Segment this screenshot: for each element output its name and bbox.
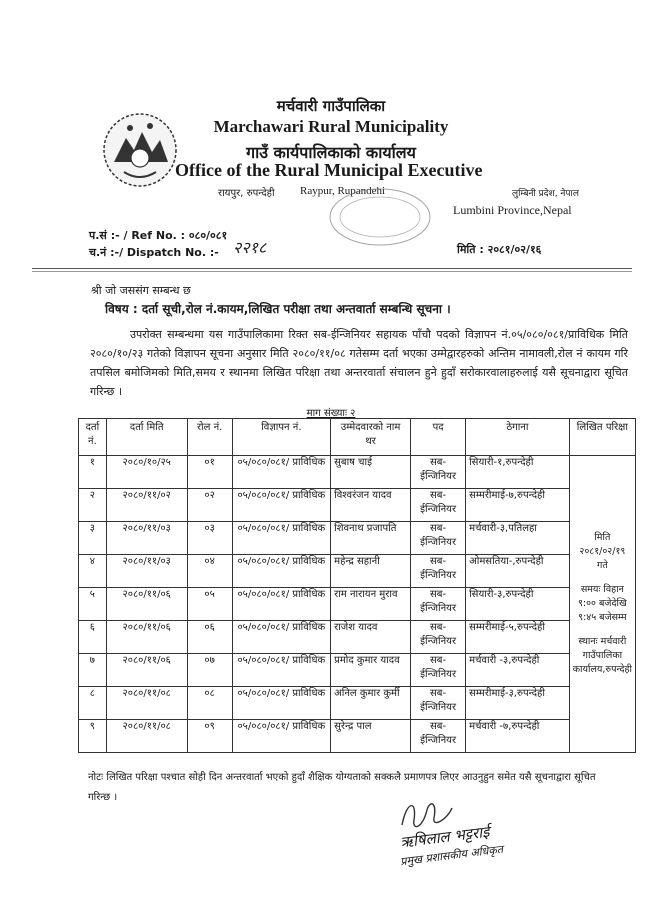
- cell-roll-no: ०५: [187, 588, 232, 621]
- province-nepali: लुम्बिनी प्रदेश, नेपाल: [512, 189, 579, 199]
- cell-candidate-name: राम नारायन मुराव: [331, 588, 411, 621]
- office-name-english: Office of the Rural Municipal Executive: [175, 160, 483, 180]
- cell-reg-date: २०८०/१०/२५: [106, 456, 187, 489]
- cell-adv-no: ०५/०८०/०८१/ प्राविधिक: [232, 522, 330, 555]
- demand-count: माग संख्याः २: [306, 408, 356, 419]
- cell-address: सम्मरीमाई-३,रुपन्देही: [466, 687, 570, 720]
- cell-post: सब- ईन्जिनियर: [411, 555, 466, 588]
- exam-time-label: समयः विहान: [580, 584, 624, 595]
- header-divider: [32, 268, 632, 269]
- cell-post: सब- ईन्जिनियर: [411, 588, 466, 621]
- cell-address: सियारी-१,रुपन्देही: [466, 456, 570, 489]
- col-reg-date: दर्ता मिति: [106, 419, 187, 456]
- municipality-name-nepali: मर्चवारी गाउँपालिका: [276, 97, 386, 115]
- cell-roll-no: ०६: [187, 621, 232, 654]
- table-row: [79, 489, 636, 522]
- province-english: Lumbini Province,Nepal: [453, 203, 572, 217]
- cell-address: मर्चवारी-३,पतिलहा: [466, 522, 570, 555]
- cell-address: सियारी-३,रुपन्देही: [466, 588, 570, 621]
- office-name-nepali: गाउँ कार्यपालिकाको कार्यालय: [246, 143, 416, 162]
- cell-reg-no: ४: [79, 555, 107, 588]
- cell-address: मर्चवारी -७,रुपन्देही: [466, 720, 570, 753]
- cell-candidate-name: विश्वरंजन यादव: [331, 489, 411, 522]
- cell-post: सब- ईन्जिनियर: [411, 522, 466, 555]
- exam-date: २०८१/०२/१९: [579, 546, 626, 557]
- table-row: [79, 720, 636, 753]
- col-roll-no: रोल नं.: [187, 419, 232, 456]
- cell-reg-no: ६: [79, 621, 107, 654]
- exam-spacer: [573, 573, 632, 583]
- cell-roll-no: ०७: [187, 654, 232, 687]
- cell-candidate-name: शिवनाथ प्रजापति: [331, 522, 411, 555]
- cell-adv-no: ०५/०८०/०८१/ प्राविधिक: [232, 588, 330, 621]
- table-header-row: [79, 419, 636, 456]
- table-row: [79, 621, 636, 654]
- letter-date: मिति : २०८१/०२/१६: [457, 243, 542, 256]
- cell-reg-no: ९: [79, 720, 107, 753]
- cell-reg-date: २०८०/११/०६: [106, 621, 187, 654]
- cell-post: सब- ईन्जिनियर: [411, 621, 466, 654]
- cell-candidate-name: अनिल कुमार कुर्मी: [331, 687, 411, 720]
- municipality-name-english: Marchawari Rural Municipality: [213, 117, 449, 136]
- cell-roll-no: ०२: [187, 489, 232, 522]
- cell-reg-no: ८: [79, 687, 107, 720]
- exam-day: गते: [596, 560, 608, 571]
- cell-reg-date: २०८०/११/०८: [106, 720, 187, 753]
- cell-roll-no: ०९: [187, 720, 232, 753]
- cell-address: ओमसतिया-,रुपन्देही: [466, 555, 570, 588]
- cell-post: सब- ईन्जिनियर: [411, 720, 466, 753]
- notice-body: उपरोक्त सम्बन्धमा यस गाउँपालिकामा रिक्त सब-ईन्जिनियर सहायक पाँचौ पदको विज्ञापन नं.०५/०८०/०८१/प्राविधिक मिति २०८०/१०/२३ गतेको विज्ञापन सूचना अनुसार मिति २०८०/११/०८ गतेसम्म दर्ता भएका उम्मेद्वारहरुको अन्तिम नामावली,रोल नं कायम गरि तपसिल बमोजिमको मिति,समय र स्थानमा लिखित परिक्षा तथा अन्तरवार्ता संचालन हुने हुदाँ सरोकारवालाहरुलाई यसै सूचनाद्वारा सूचित गरिन्छ ।: [90, 328, 628, 398]
- cell-candidate-name: प्रमोद कुमार यादव: [331, 654, 411, 687]
- cell-address: सम्मरीमाई-७,रुपन्देही: [466, 489, 570, 522]
- col-reg-no: दर्ता नं.: [79, 419, 107, 456]
- cell-reg-date: २०८०/११/०८: [106, 687, 187, 720]
- cell-candidate-name: राजेश यादव: [331, 621, 411, 654]
- cell-reg-no: २: [79, 489, 107, 522]
- cell-reg-no: ५: [79, 588, 107, 621]
- cell-roll-no: ०४: [187, 555, 232, 588]
- cell-candidate-name: महेन्द्र सहानी: [331, 555, 411, 588]
- table-row: [79, 555, 636, 588]
- cell-reg-date: २०८०/११/०३: [106, 555, 187, 588]
- cell-candidate-name: सुबाष चाई: [331, 456, 411, 489]
- signer-name: ऋषिलाल भट्टराई: [399, 822, 491, 852]
- dispatch-number-handwritten: २२१८: [233, 240, 267, 257]
- cell-address: मर्चवारी -३,रुपन्देही: [466, 654, 570, 687]
- footer-note: नोटः लिखित परिक्षा पश्चात सोही दिन अन्तरवार्ता भएको हुदाँ शैक्षिक योग्यताको सक्कलै प्रमाणपत्र लिएर आउनुहुन समेत यसै सूचनाद्वारा सूचित गरिन्छ ।: [88, 772, 596, 803]
- cell-roll-no: ०८: [187, 687, 232, 720]
- cell-reg-date: २०८०/११/०६: [106, 588, 187, 621]
- exam-schedule-cell: [569, 456, 635, 753]
- cell-reg-date: २०८०/११/०२: [106, 489, 187, 522]
- exam-time-from: ९:०० बजेदेखि: [577, 598, 627, 609]
- cell-post: सब- ईन्जिनियर: [411, 489, 466, 522]
- reference-number: प.सं :- / Ref No. : ०८०/०८१: [89, 229, 228, 242]
- cell-post: सब- ईन्जिनियर: [411, 687, 466, 720]
- signer-title: प्रमुख प्रशासकीय अधिकृत: [399, 842, 504, 869]
- address-nepali: रायपुर, रुपन्देही: [218, 188, 275, 199]
- cell-candidate-name: सुरेन्द्र पाल: [331, 720, 411, 753]
- cell-adv-no: ०५/०८०/०८१/ प्राविधिक: [232, 654, 330, 687]
- cell-reg-no: ७: [79, 654, 107, 687]
- cell-address: सम्मरीमाई-५,रुपन्देही: [466, 621, 570, 654]
- exam-venue-label: स्थानः मर्चवारी: [578, 636, 627, 647]
- col-adv-no: विज्ञापन नं.: [232, 419, 330, 456]
- exam-spacer: [573, 625, 632, 635]
- col-candidate-name: उम्मेदवारको नाम थर: [331, 419, 411, 456]
- col-written-exam: लिखित परिक्षा: [569, 419, 635, 456]
- cell-post: सब- ईन्जिनियर: [411, 456, 466, 489]
- table-row: [79, 687, 636, 720]
- cell-adv-no: ०५/०८०/०८१/ प्राविधिक: [232, 456, 330, 489]
- cell-adv-no: ०५/०८०/०८१/ प्राविधिक: [232, 489, 330, 522]
- candidate-table: [78, 418, 636, 753]
- dispatch-label: च.नं :-/ Dispatch No. :-: [89, 246, 219, 259]
- table-row: [79, 456, 636, 489]
- header-divider-secondary: [32, 271, 632, 272]
- cell-reg-no: ३: [79, 522, 107, 555]
- cell-adv-no: ०५/०८०/०८१/ प्राविधिक: [232, 720, 330, 753]
- address-english: Raypur, Rupandehi: [300, 185, 386, 197]
- table-row: [79, 654, 636, 687]
- exam-venue-1: गाउँपालिका: [582, 650, 623, 661]
- cell-post: सब- ईन्जिनियर: [411, 654, 466, 687]
- cell-reg-no: १: [79, 456, 107, 489]
- exam-time-to: ९:४५ बजेसम्म: [578, 612, 627, 623]
- cell-roll-no: ०१: [187, 456, 232, 489]
- table-row: [79, 588, 636, 621]
- table-row: [79, 522, 636, 555]
- cell-adv-no: ०५/०८०/०८१/ प्राविधिक: [232, 555, 330, 588]
- cell-reg-date: २०८०/११/०६: [106, 654, 187, 687]
- cell-adv-no: ०५/०८०/०८१/ प्राविधिक: [232, 687, 330, 720]
- cell-adv-no: ०५/०८०/०८१/ प्राविधिक: [232, 621, 330, 654]
- cell-reg-date: २०८०/११/०३: [106, 522, 187, 555]
- col-post: पद: [411, 419, 466, 456]
- exam-date-label: मिति: [594, 532, 611, 543]
- col-address: ठेगाना: [466, 419, 570, 456]
- office-stamp: [325, 185, 435, 250]
- cell-roll-no: ०३: [187, 522, 232, 555]
- recipient-line: श्री जो जससंग सम्बन्ध छ: [91, 284, 191, 297]
- exam-venue-2: कार्यालय,रुपन्देही: [572, 664, 632, 675]
- subject-line: विषय : दर्ता सूची,रोल नं.कायम,लिखित परीक्षा तथा अन्तवार्ता सम्बन्धि सूचना ।: [105, 302, 451, 316]
